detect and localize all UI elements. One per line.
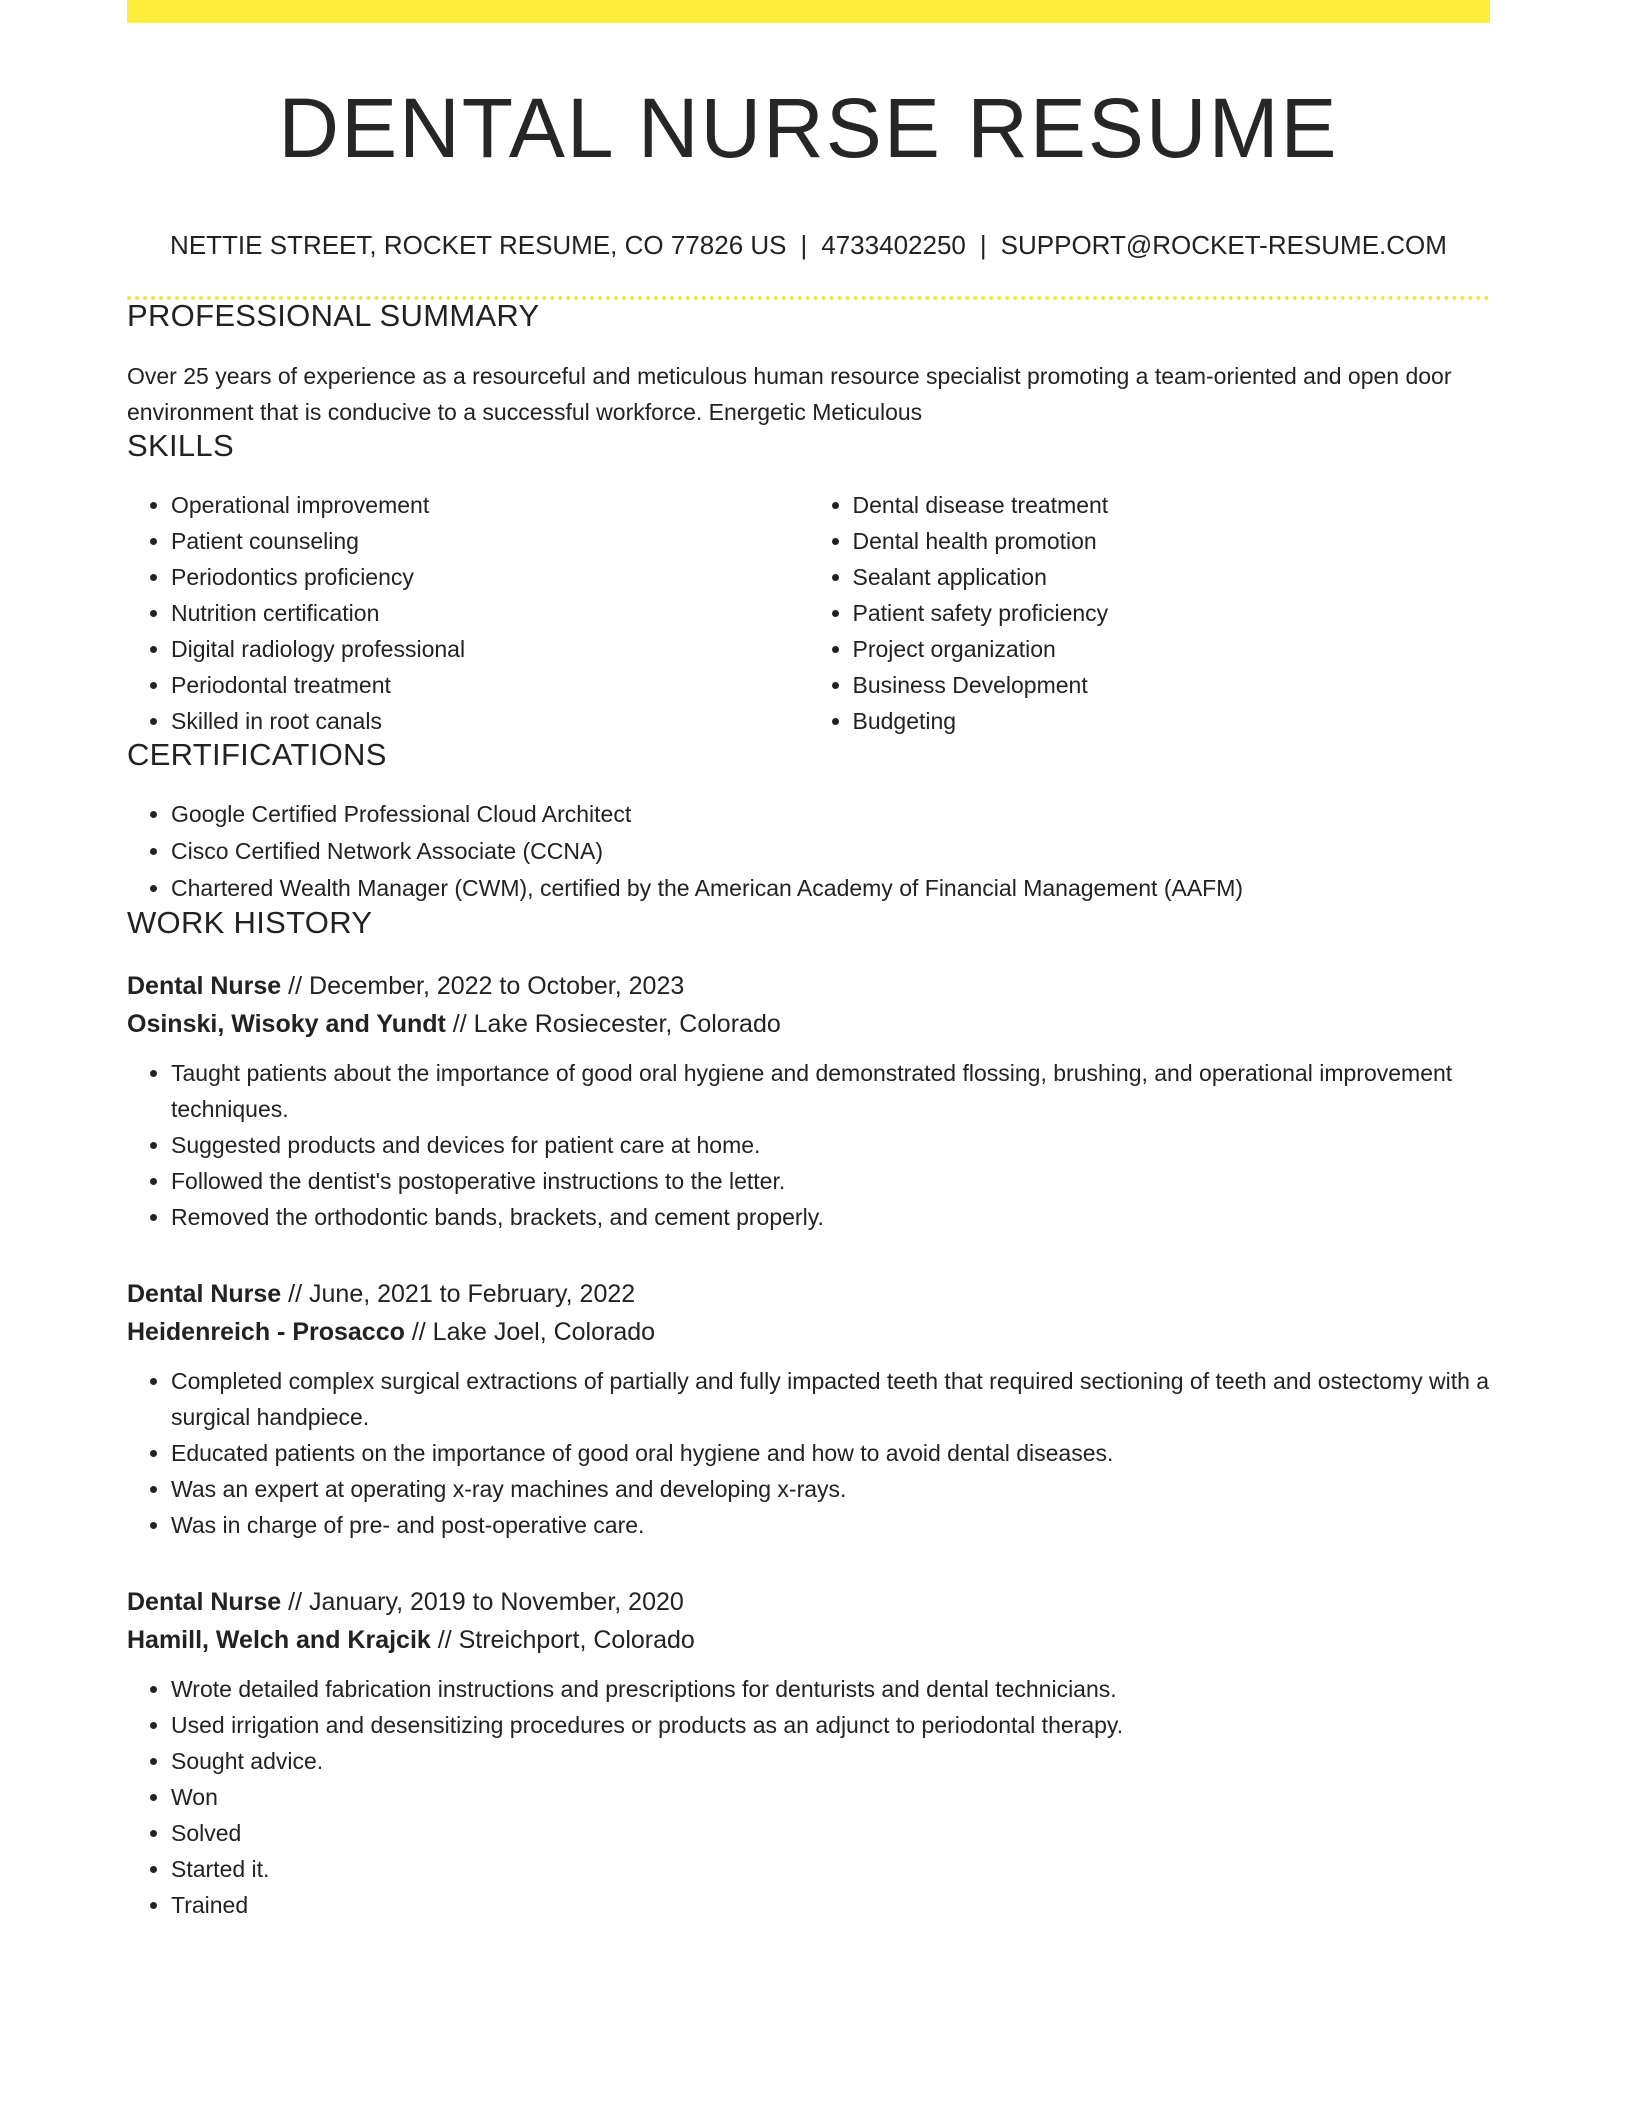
job-title-line bbox=[127, 967, 1490, 1005]
job-location: // Streichport, Colorado bbox=[437, 1626, 695, 1654]
skill-item: • Skilled in root canals bbox=[171, 703, 809, 739]
skills-list-left bbox=[127, 487, 809, 739]
skill-item: • Patient safety proficiency bbox=[853, 595, 1491, 631]
job-bullet: • Suggested products and devices for patient care at home. bbox=[171, 1127, 1490, 1163]
contact-phone: 4733402250 bbox=[821, 230, 966, 260]
job-bullet: • Completed complex surgical extractions of partially and fully impacted teeth that required sectioning of teeth and ostectomy with a surgical handpiece. bbox=[171, 1363, 1490, 1435]
job-bullets bbox=[127, 1055, 1490, 1235]
contact-line bbox=[127, 232, 1490, 258]
job-dates: // December, 2022 to October, 2023 bbox=[288, 972, 685, 1000]
contact-separator: | bbox=[800, 230, 808, 260]
job-title-line bbox=[127, 1275, 1490, 1313]
job-company-line bbox=[127, 1005, 1490, 1043]
job-bullet: • Taught patients about the importance of good oral hygiene and demonstrated flossing, brushing, and operational improvement techniques. bbox=[171, 1055, 1490, 1127]
job-entry bbox=[127, 1275, 1490, 1543]
skill-item: • Digital radiology professional bbox=[171, 631, 809, 667]
skill-item: • Dental disease treatment bbox=[853, 487, 1491, 523]
job-title: Dental Nurse bbox=[127, 1280, 282, 1308]
job-bullet: • Started it. bbox=[171, 1851, 1490, 1887]
resume-page bbox=[127, 0, 1490, 1923]
skill-item: • Budgeting bbox=[853, 703, 1491, 739]
certifications-section bbox=[127, 739, 1490, 907]
skill-item: • Dental health promotion bbox=[853, 523, 1491, 559]
skills-heading: SKILLS bbox=[127, 428, 234, 463]
job-bullet: • Used irrigation and desensitizing procedures or products as an adjunct to periodontal therapy. bbox=[171, 1707, 1490, 1743]
certification-item: • Google Certified Professional Cloud Architect bbox=[171, 796, 1490, 833]
job-bullet: • Followed the dentist's postoperative instructions to the letter. bbox=[171, 1163, 1490, 1199]
skill-item: • Operational improvement bbox=[171, 487, 809, 523]
contact-separator: | bbox=[979, 230, 987, 260]
skill-item: • Periodontal treatment bbox=[171, 667, 809, 703]
contact-address: NETTIE STREET, ROCKET RESUME, CO 77826 US bbox=[170, 230, 787, 260]
accent-bar bbox=[127, 0, 1490, 23]
resume-title: DENTAL NURSE RESUME bbox=[278, 81, 1339, 175]
job-bullet: • Wrote detailed fabrication instructions and prescriptions for denturists and dental technicians. bbox=[171, 1671, 1490, 1707]
skills-section bbox=[127, 430, 1490, 739]
job-company: Osinski, Wisoky and Yundt bbox=[127, 1010, 446, 1038]
job-entry bbox=[127, 967, 1490, 1235]
job-bullet: • Sought advice. bbox=[171, 1743, 1490, 1779]
skill-item: • Sealant application bbox=[853, 559, 1491, 595]
job-dates: // June, 2021 to February, 2022 bbox=[288, 1280, 636, 1308]
certification-item: • Chartered Wealth Manager (CWM), certified by the American Academy of Financial Management (AAFM) bbox=[171, 870, 1490, 907]
work-history-section bbox=[127, 907, 1490, 1923]
skill-item: • Periodontics proficiency bbox=[171, 559, 809, 595]
certifications-list bbox=[127, 796, 1490, 907]
job-bullet: • Won bbox=[171, 1779, 1490, 1815]
job-entry bbox=[127, 1583, 1490, 1923]
job-bullet: • Trained bbox=[171, 1887, 1490, 1923]
skill-item: • Project organization bbox=[853, 631, 1491, 667]
summary-heading: PROFESSIONAL SUMMARY bbox=[127, 298, 540, 333]
skill-item: • Nutrition certification bbox=[171, 595, 809, 631]
job-bullet: • Was in charge of pre- and post-operative care. bbox=[171, 1507, 1490, 1543]
job-title: Dental Nurse bbox=[127, 1588, 282, 1616]
skills-list-right bbox=[809, 487, 1491, 739]
job-company-line bbox=[127, 1621, 1490, 1659]
certifications-heading: CERTIFICATIONS bbox=[127, 737, 387, 772]
job-bullet: • Solved bbox=[171, 1815, 1490, 1851]
skill-item: • Business Development bbox=[853, 667, 1491, 703]
job-location: // Lake Joel, Colorado bbox=[411, 1318, 656, 1346]
job-company-line bbox=[127, 1313, 1490, 1351]
job-bullet: • Removed the orthodontic bands, brackets, and cement properly. bbox=[171, 1199, 1490, 1235]
skill-item: • Patient counseling bbox=[171, 523, 809, 559]
job-company: Heidenreich - Prosacco bbox=[127, 1318, 405, 1346]
job-company: Hamill, Welch and Krajcik bbox=[127, 1626, 431, 1654]
job-title: Dental Nurse bbox=[127, 972, 282, 1000]
job-bullets bbox=[127, 1671, 1490, 1923]
summary-section bbox=[127, 300, 1490, 430]
job-location: // Lake Rosiecester, Colorado bbox=[452, 1010, 781, 1038]
summary-text: Over 25 years of experience as a resourceful and meticulous human resource specialist promoting a team-oriented and open door environment that is conducive to a successful workforce. Energetic Meticulous bbox=[127, 363, 1452, 425]
job-dates: // January, 2019 to November, 2020 bbox=[288, 1588, 684, 1616]
work-history-heading: WORK HISTORY bbox=[127, 905, 373, 940]
job-bullet: • Was an expert at operating x-ray machines and developing x-rays. bbox=[171, 1471, 1490, 1507]
contact-email[interactable]: SUPPORT@ROCKET-RESUME.COM bbox=[1000, 230, 1447, 260]
job-bullets bbox=[127, 1363, 1490, 1543]
certification-item: • Cisco Certified Network Associate (CCNA) bbox=[171, 833, 1490, 870]
job-bullet: • Educated patients on the importance of good oral hygiene and how to avoid dental diseases. bbox=[171, 1435, 1490, 1471]
job-title-line bbox=[127, 1583, 1490, 1621]
